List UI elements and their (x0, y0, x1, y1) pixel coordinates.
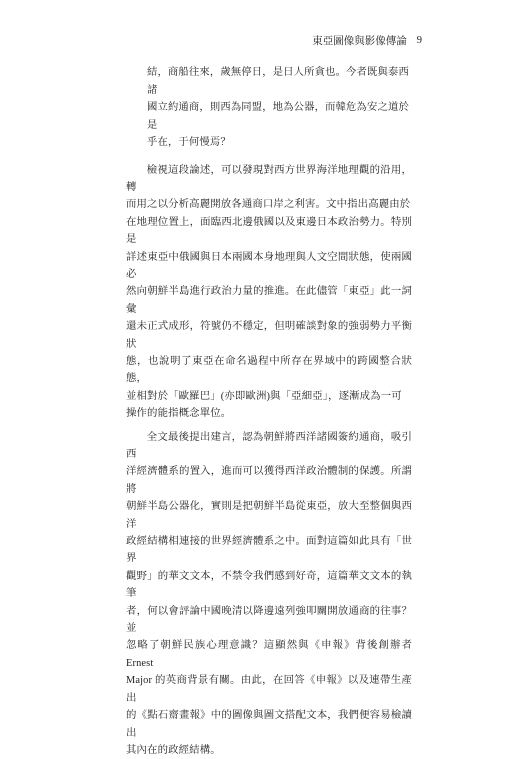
body-paragraph-1: 檢視這段論述，可以發現對西方世界海洋地理觀的沿用，轉 而用之以分析高麗開放各通商口岸之利害。文中指出高麗由於 在地理位置上，面臨西北邊俄國以及東邊日本政治勢力。特別是 詳述東亞中俄國與日本兩國本身地理與人文空間狀態，使兩國必 然向朝鮮半島進行政治力量的推進。在此儘管「東亞」此一詞彙 還未正式成形，符號仍不穩定，但明確談對象的強弱勢力平衡狀 態，也說明了東亞在命名過程中所存在界域中的跨國整合狀態， 並相對於「歐羅巴」(亦即歐洲)與「亞細亞」，逐漸成為一可 操作的能指概念單位。 (126, 164, 412, 420)
page-number: 9 (416, 34, 422, 46)
body-paragraph-2: 全文最後提出建言，認為朝鮮將西洋諸國簽約通商，吸引西 洋經濟體系的置入，進而可以獲得西洋政治體制的保護。所謂將 朝鮮半島公器化，實則是把朝鮮半島從東亞，放大至整個與西洋 政經結構相連接的世界經濟體系之中。面對這篇如此具有「世界 觀野」的華文文本，不禁令我們感到好奇，這篇華文文本的執筆 者，何以會評論中國晚清以降邊遠列強叩關開放通商的往事？並 忽略了朝鮮民族心理意識？這顯然與《申報》背後創辦者 Ernest Major 的英商背景有關。由此，在回答《申報》以及連帶生產出 的《點石齋畫報》中的圖像與圖文搭配文本，我們便容易檢讀出 其內在的政經結構。 (126, 431, 412, 756)
running-header (312, 32, 422, 48)
page-body (126, 64, 412, 759)
running-title: 東亞圖像與影像傳論 (312, 34, 407, 47)
block-quote: 結，商船往來，歲無停日，是日人所貪也。今者既與泰西諸 國立約通商，則西為同盟，地為公器，而韓危為安之道於是 乎在，于何慢焉？ (147, 66, 409, 148)
